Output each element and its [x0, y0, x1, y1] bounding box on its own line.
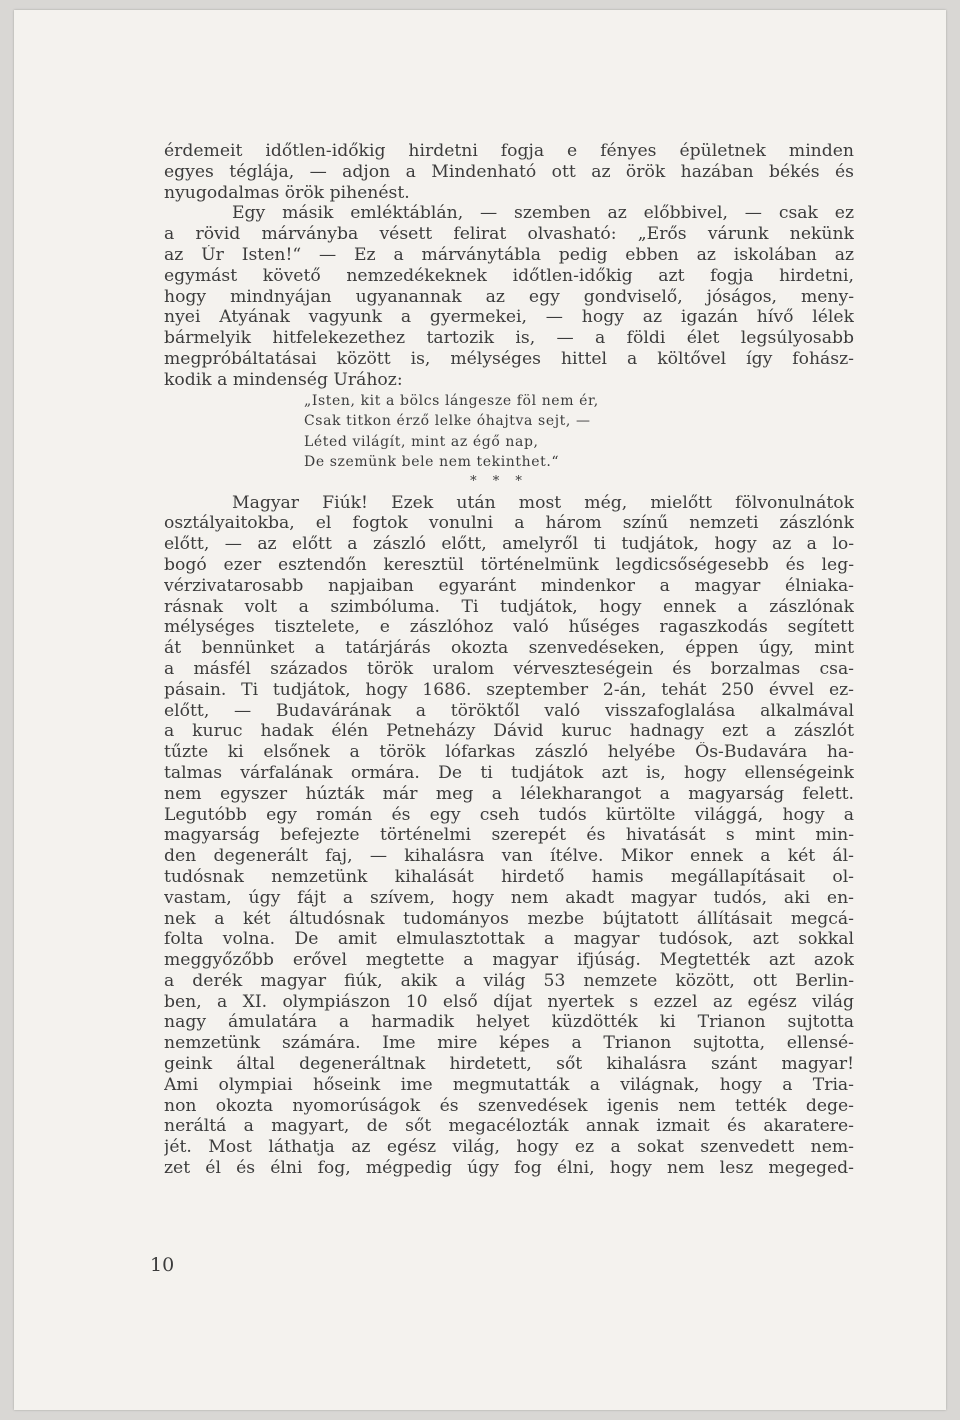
- text-line: tudósnak nemzetünk kihalását hirdető hamis megállapításait ol-: [164, 866, 854, 887]
- verse-line: De szemünk bele nem tekinthet.“: [304, 454, 560, 471]
- paragraph-block-2: [164, 493, 854, 1179]
- text-line: Egy másik emléktáblán, — szemben az előbbivel, — csak ez: [232, 203, 854, 224]
- text-line: megpróbáltatásai között is, mélységes hittel a költővel így fohász-: [164, 348, 854, 369]
- text-line: neráltá a magyart, de sőt megacélozták annak izmait és akaratere-: [164, 1116, 854, 1137]
- text-line: pásain. Ti tudjátok, hogy 1686. szeptember 2-án, tehát 250 évvel ez-: [164, 679, 854, 700]
- text-line: osztályaitokba, el fogtok vonulni a három színű nemzeti zászlónk: [164, 513, 854, 534]
- section-separator: * * *: [470, 473, 528, 489]
- text-line: egyes téglája, — adjon a Mindenható ott az örök hazában békés és: [164, 161, 854, 182]
- verse-line: „Isten, kit a bölcs lángesze föl nem ér,: [304, 392, 599, 409]
- text-line: nemzetünk számára. Ime mire képes a Trianon sujtotta, ellensé-: [164, 1033, 854, 1054]
- text-line: egymást követő nemzedékeknek időtlen-időkig azt fogja hirdetni,: [164, 265, 854, 286]
- text-line: előtt, — az előtt a zászló előtt, amelyről ti tudjátok, hogy az a lo-: [164, 534, 854, 555]
- text-line: magyarság befejezte történelmi szerepét és hivatását s mint min-: [164, 825, 854, 846]
- text-line: nek a két áltudósnak tudományos mezbe bújtatott állításait megcá-: [164, 908, 854, 929]
- text-line: nagy ámulatára a harmadik helyet küzdötték ki Trianon sujtotta: [164, 1012, 854, 1033]
- text-line: át bennünket a tatárjárás okozta szenvedéseken, éppen úgy, mint: [164, 638, 854, 659]
- text-line: a derék magyar fiúk, akik a világ 53 nemzete között, ott Berlin-: [164, 970, 854, 991]
- text-line: érdemeit időtlen-időkig hirdetni fogja e fényes épületnek minden: [164, 141, 854, 161]
- text-line: mélységes tisztelete, e zászlóhoz való hűséges ragaszkodás segített: [164, 617, 854, 638]
- text-line: nem egyszer húzták már meg a lélekharangot a magyarság felett.: [164, 783, 854, 804]
- text-line: bogó ezer esztendőn keresztül történelmünk legdicsőségesebb és leg-: [164, 554, 854, 575]
- text-line: geink által degeneráltnak hirdetett, sőt kihalásra szánt magyar!: [164, 1054, 854, 1075]
- page-number: 10: [150, 1254, 175, 1276]
- paragraph-block-1: [164, 141, 854, 391]
- text-line: vérzivatarosabb napjaiban egyaránt mindenkor a magyar élniaka-: [164, 575, 854, 596]
- text-line: zet él és élni fog, mégpedig úgy fog élni, hogy nem lesz megeged-: [164, 1158, 854, 1179]
- verse-line: Léted világít, mint az égő nap,: [304, 433, 539, 450]
- body-text: [164, 141, 854, 1179]
- text-line: Magyar Fiúk! Ezek után most még, mielőtt fölvonulnátok: [232, 492, 854, 513]
- text-line: a kuruc hadak élén Petneházy Dávid kuruc hadnagy ezt a zászlót: [164, 721, 854, 742]
- text-line: folta volna. De amit elmulasztottak a magyar tudósok, azt sokkal: [164, 929, 854, 950]
- text-line: Legutóbb egy román és egy cseh tudós kürtölte világgá, hogy a: [164, 804, 854, 825]
- text-line: tűzte ki elsőnek a török lófarkas zászló helyébe Ős-Budavára ha-: [164, 742, 854, 763]
- text-line: előtt, — Budavárának a töröktől való visszafoglalása alkalmával: [164, 700, 854, 721]
- text-line: meggyőzőbb erővel megtette a magyar ifjúság. Megtették azt azok: [164, 950, 854, 971]
- text-line: nyugodalmas örök pihenést.: [164, 182, 410, 203]
- text-line: a másfél százados török uralom vérveszteségein és borzalmas csa-: [164, 658, 854, 679]
- text-line: talmas várfalának ormára. De ti tudjátok azt is, hogy ellenségeink: [164, 762, 854, 783]
- text-line: a rövid márványba vésett felirat olvasható: „Erős várunk nekünk: [164, 224, 854, 245]
- text-line: ben, a XI. olympiászon 10 első díjat nyertek s ezzel az egész világ: [164, 991, 854, 1012]
- text-line: hogy mindnyájan ugyanannak az egy gondviselő, jóságos, meny-: [164, 286, 854, 307]
- text-line: bármelyik hitfelekezethez tartozik is, — a földi élet legsúlyosabb: [164, 328, 854, 349]
- text-line: rásnak volt a szimbóluma. Ti tudjátok, hogy ennek a zászlónak: [164, 596, 854, 617]
- book-page: [14, 10, 946, 1410]
- text-line: non okozta nyomorúságok és szenvedések igenis nem tették dege-: [164, 1095, 854, 1116]
- text-line: jét. Most láthatja az egész világ, hogy ez a sokat szenvedett nem-: [164, 1137, 854, 1158]
- verse-quote: [164, 391, 854, 473]
- text-line: den degenerált faj, — kihalásra van ítélve. Mikor ennek a két ál-: [164, 846, 854, 867]
- verse-line: Csak titkon érző lelke óhajtva sejt, —: [304, 413, 591, 430]
- text-line: vastam, úgy fájt a szívem, hogy nem akadt magyar tudós, aki en-: [164, 887, 854, 908]
- text-line: Ami olympiai hőseink ime megmutatták a világnak, hogy a Tria-: [164, 1074, 854, 1095]
- text-line: kodik a mindenség Urához:: [164, 369, 403, 390]
- text-line: az Úr Isten!“ — Ez a márványtábla pedig ebben az iskolában az: [164, 244, 854, 265]
- text-line: nyei Atyának vagyunk a gyermekei, — hogy az igazán hívő lélek: [164, 307, 854, 328]
